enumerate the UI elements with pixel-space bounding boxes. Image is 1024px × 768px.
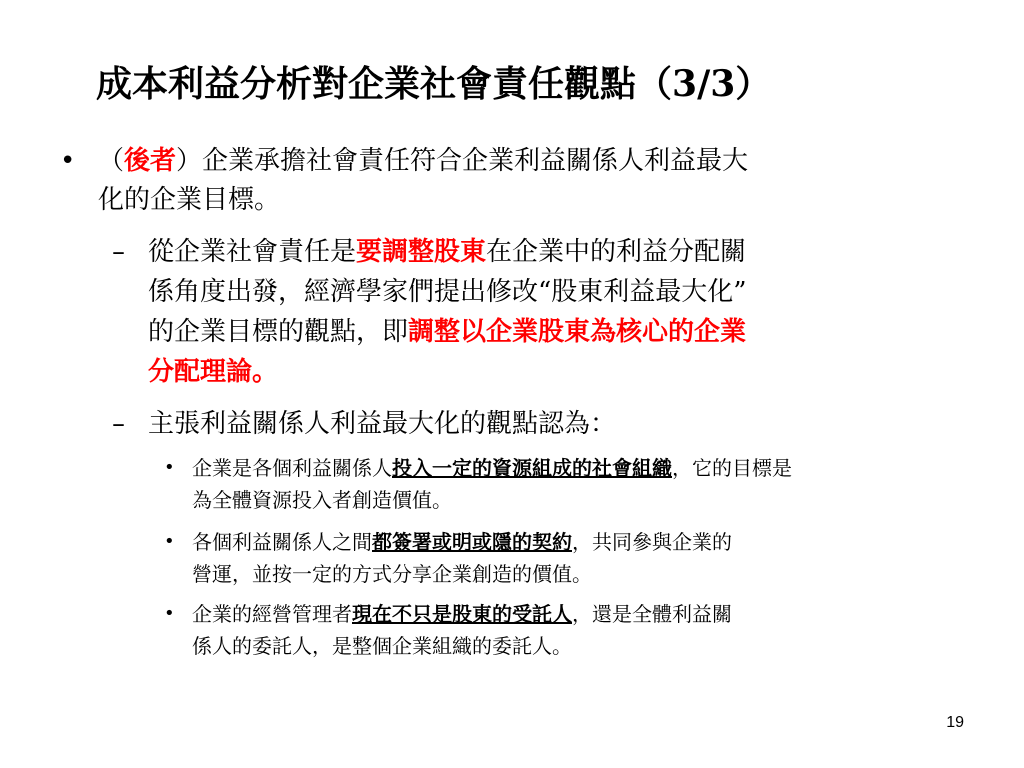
point3-text-b: ，還是全體利益關 bbox=[572, 602, 732, 626]
page-number: 19 bbox=[946, 714, 964, 731]
title-suffix: （3/3） bbox=[636, 63, 772, 105]
close-paren: ） bbox=[176, 146, 203, 176]
point-text bbox=[192, 598, 962, 662]
point3-text-a: 企業的經營管理者 bbox=[192, 602, 352, 626]
sub1-line-2: 係角度出發，經濟學家們提出修改“股東利益最大化” bbox=[148, 277, 747, 307]
sub1-line-1 bbox=[148, 232, 960, 272]
point2-text-b: ，共同參與企業的 bbox=[572, 530, 732, 554]
bullet-text bbox=[98, 142, 960, 220]
point3-line-1 bbox=[192, 598, 962, 630]
sub-item-text bbox=[148, 232, 960, 392]
point2-line-1 bbox=[192, 526, 962, 558]
open-paren: （ bbox=[98, 146, 125, 176]
sub1-text-a: 從企業社會責任是 bbox=[148, 237, 357, 267]
sub2-line-1: 主張利益關係人利益最大化的觀點認為： bbox=[148, 409, 617, 439]
sub1-line-4: 分配理論。 bbox=[148, 357, 279, 387]
sub1-text-c: 的企業目標的觀點，即 bbox=[148, 317, 409, 347]
point2-emphasis: 都簽署或明或隱的契約 bbox=[372, 530, 572, 554]
bullet-line-1 bbox=[98, 142, 960, 181]
dash-icon: – bbox=[112, 409, 125, 439]
sub1-text-b: 在企業中的利益分配關 bbox=[486, 237, 747, 267]
keyword-latter: 後者 bbox=[124, 146, 177, 176]
bullet-rest-1: 企業承擔社會責任符合企業利益關係人利益最大 bbox=[202, 146, 749, 176]
point2-line-2: 營運，並按一定的方式分享企業創造的價值。 bbox=[192, 562, 592, 586]
sub1-line-3 bbox=[148, 312, 960, 352]
slide-title bbox=[96, 62, 976, 106]
small-bullet-icon: • bbox=[164, 603, 175, 624]
dash-icon: – bbox=[112, 237, 125, 267]
emphasis-adjust-distribution: 調整以企業股東為核心的企業 bbox=[408, 317, 747, 347]
point1-line-2: 為全體資源投入者創造價值。 bbox=[192, 488, 452, 512]
point-text bbox=[192, 452, 962, 516]
point1-line-1 bbox=[192, 452, 962, 484]
point1-text-b: ，它的目標是 bbox=[672, 456, 792, 480]
point3-line-2: 係人的委託人，是整個企業組織的委託人。 bbox=[192, 634, 572, 658]
point1-text-a: 企業是各個利益關係人 bbox=[192, 456, 392, 480]
point-text bbox=[192, 526, 962, 590]
bullet-icon: • bbox=[60, 146, 76, 176]
title-main: 成本利益分析對企業社會責任觀點 bbox=[96, 63, 637, 105]
point2-text-a: 各個利益關係人之間 bbox=[192, 530, 372, 554]
bullet-line-2: 化的企業目標。 bbox=[98, 185, 281, 215]
small-bullet-icon: • bbox=[164, 531, 175, 552]
sub-item-text bbox=[148, 404, 960, 444]
small-bullet-icon: • bbox=[164, 457, 175, 478]
point1-emphasis: 投入一定的資源組成的社會組織 bbox=[392, 456, 672, 480]
emphasis-adjust-shareholders: 要調整股東 bbox=[356, 237, 487, 267]
point3-emphasis: 現在不只是股東的受託人 bbox=[352, 602, 572, 626]
